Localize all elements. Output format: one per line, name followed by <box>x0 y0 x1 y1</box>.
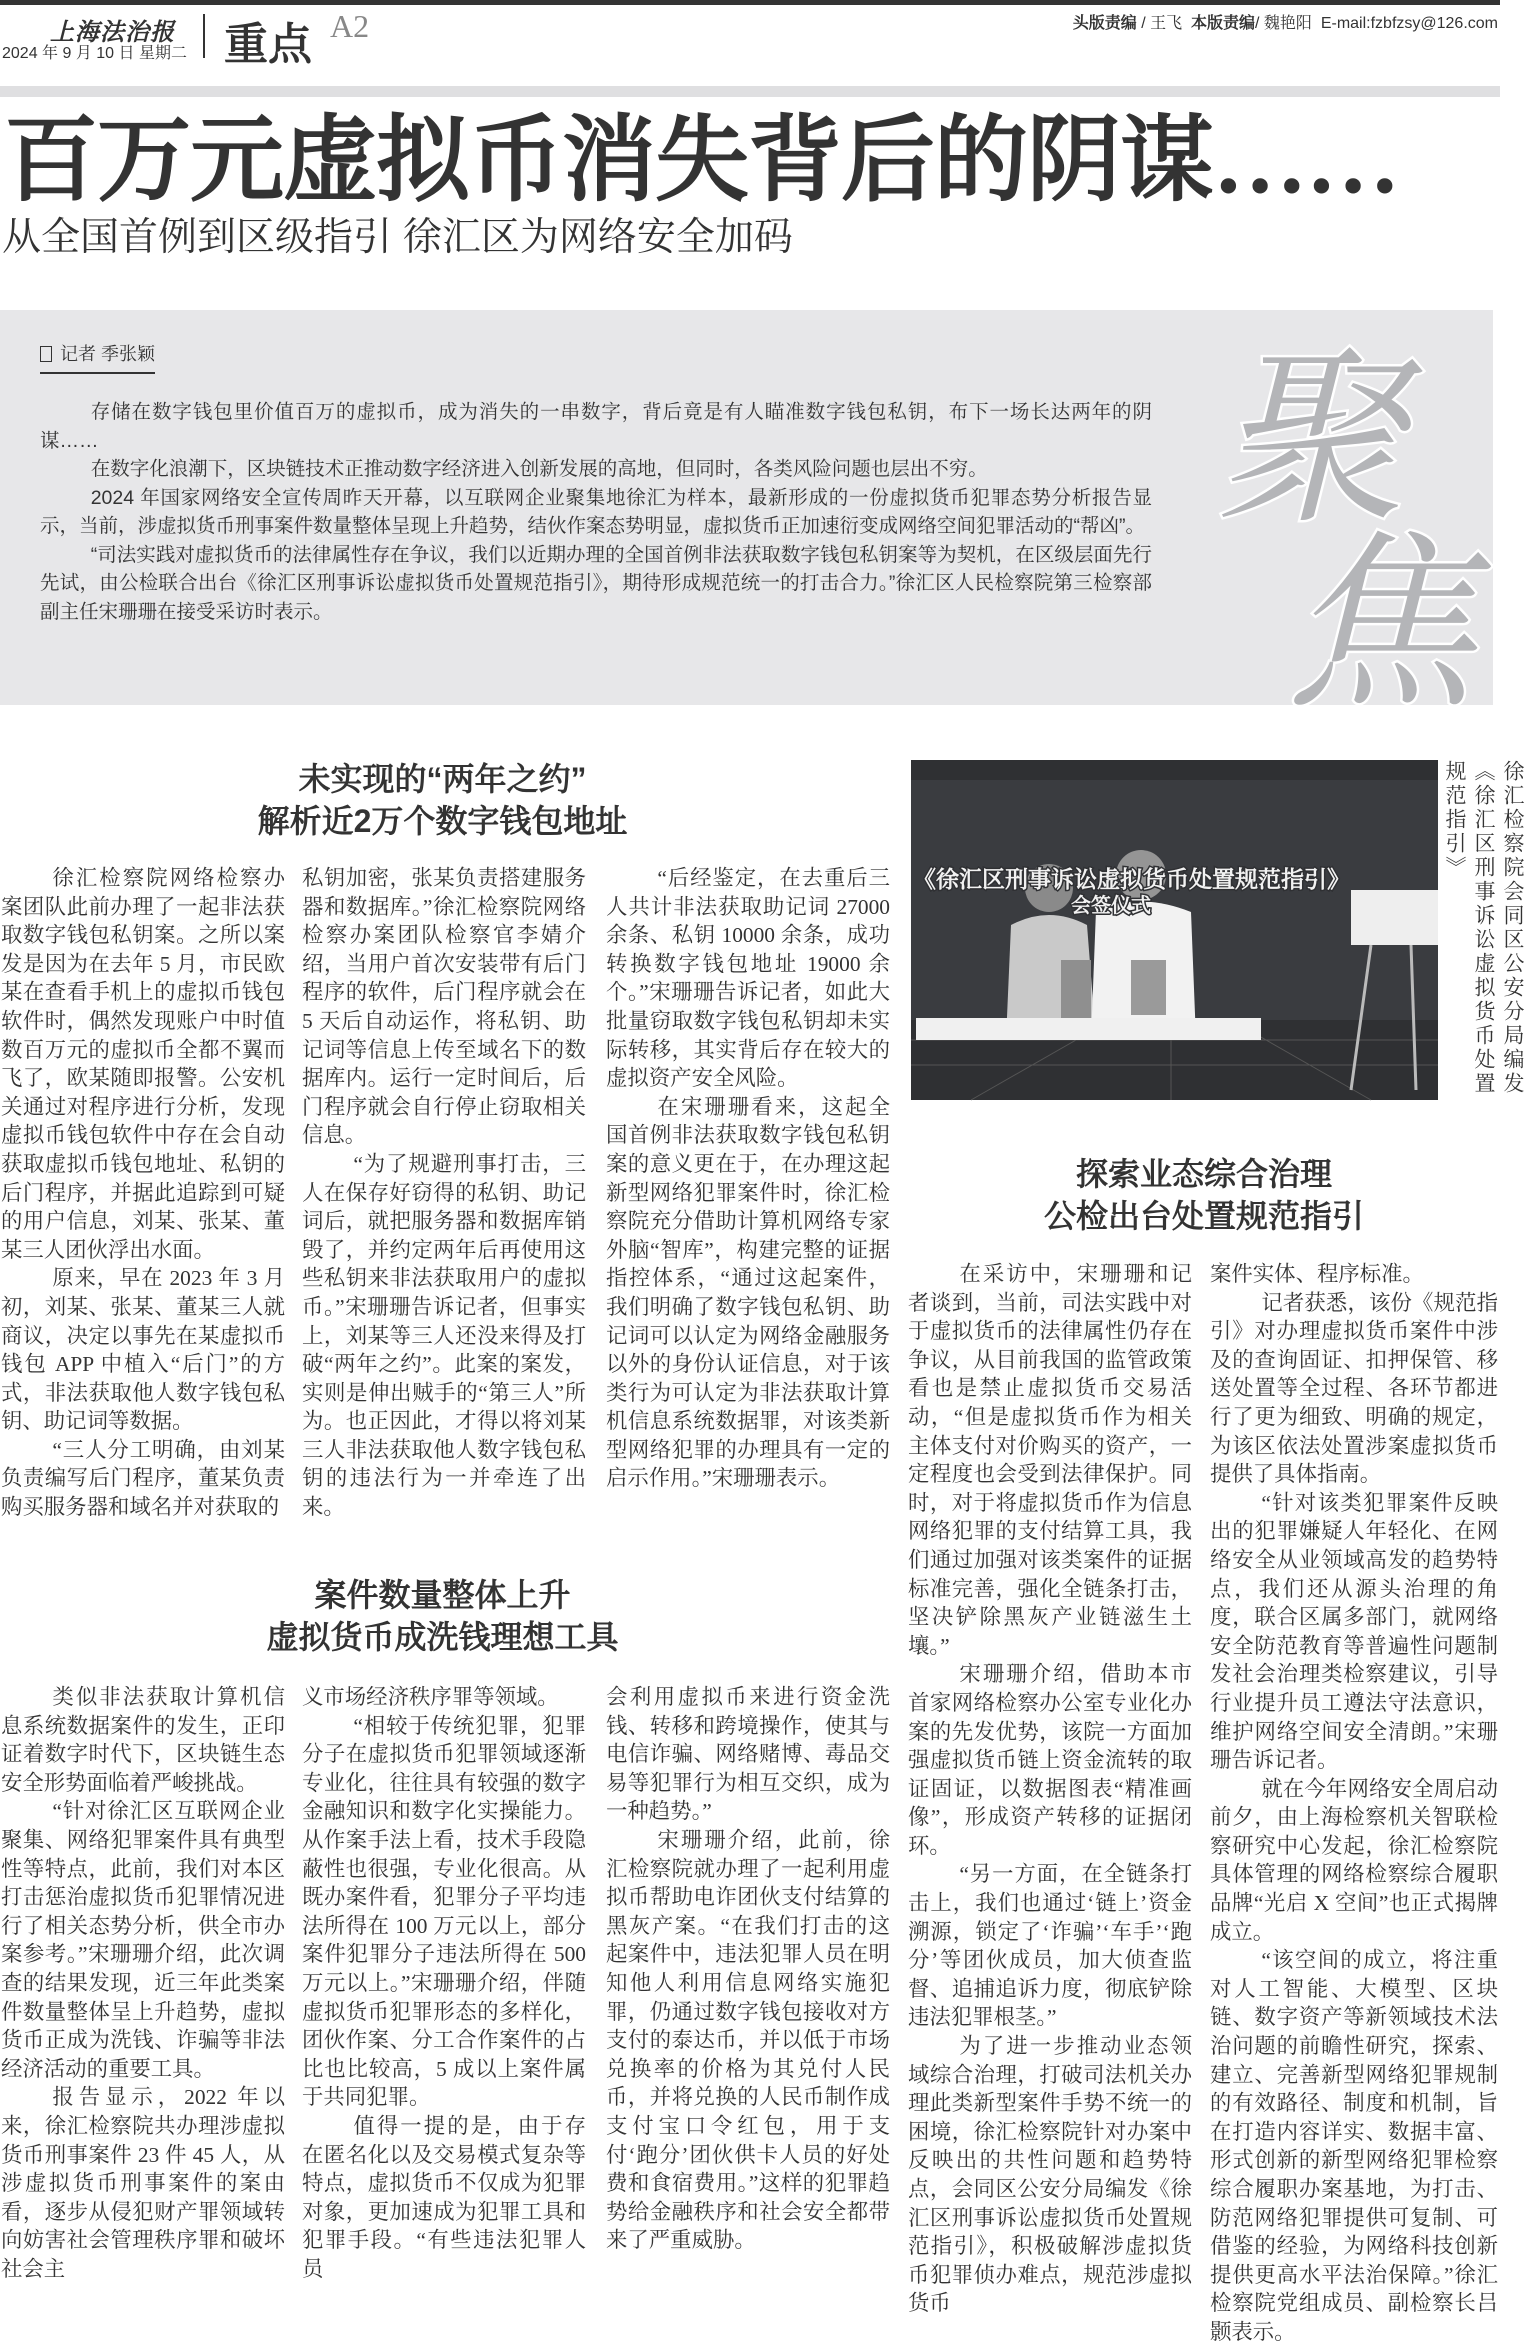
article-paragraph: 在采访中，宋珊珊和记者谈到，当前，司法实践中对于虚拟货币的法律属性仍存在争议，从目前我国的监管政策看也是禁止虚拟货币交易活动，“但是虚拟货币作为相关主体支付对价购买的资产，一定程度也会受到法律保护。同时，对于将虚拟货币作为信息网络犯罪的支付结算工具，我们通过加强对该类案件的证据标准完善，强化全链条打击，坚决铲除黑灰产业链滋生土壤。” <box>908 1262 1192 1658</box>
article-column <box>908 1260 1192 2318</box>
front-editor-label: 头版责编 <box>1072 15 1137 32</box>
article-paragraph: 私钥加密，张某负责搭建服务器和数据库。”徐汇检察院网络检察办案团队检察官李婧介绍，当用户首次安装带有后门程序的软件，后门程序就会在 5 天后自动运作，将私钥、助记词等信息上传至域名下的数据库内。运行一定时间后，后门程序就会自行停止窃取相关信息。 <box>302 866 586 1148</box>
heading-line: 虚拟货币成洗钱理想工具 <box>266 1619 619 1655</box>
editor-email: E-mail:fzbfzsy@126.com <box>1320 15 1498 32</box>
article-paragraph: 宋珊珊介绍，此前，徐汇检察院就办理了一起利用虚拟币帮助电诈团伙支付结算的黑灰产案。“在我们打击的这起案件中，违法犯罪人员在明知他人利用信息网络实施犯罪，仍通过数字钱包接收对方支付的泰达币，并以低于市场兑换率的价格为其兑付人民币，并将兑换的人民币制作成支付宝口令红包，用于支付‘跑分’团伙供卡人员的好处费和食宿费用。”这样的犯罪趋势给金融秩序和社会安全都带来了严重威胁。 <box>606 1827 890 2253</box>
intro-paragraph: 存储在数字钱包里价值百万的虚拟币，成为消失的一串数字，背后竟是有人瞄准数字钱包私钥，布下一场长达两年的阴谋…… <box>40 401 1152 452</box>
photo-banner-text: 《徐汇区刑事诉讼虚拟货币处置规范指引》 <box>913 866 1350 892</box>
byline <box>40 340 155 374</box>
article-column <box>1 1683 285 2283</box>
article-column <box>1210 1260 1498 2347</box>
newspaper-logo: 上海法治报 <box>50 20 175 46</box>
svg-text:聚: 聚 <box>1215 337 1406 547</box>
issue-date: 2024 年 9 月 10 日 星期二 <box>2 45 187 62</box>
intro-text <box>40 398 1152 626</box>
section-heading-1 <box>0 758 885 842</box>
heading-line: 案件数量整体上升 <box>314 1577 571 1613</box>
article-paragraph: “相较于传统犯罪，犯罪分子在虚拟货币犯罪领域逐渐专业化，往往具有较强的数字金融知识和数字化实操能力。从作案手法上看，技术手段隐蔽性也很强，专业化很高。从既办案件看，犯罪分子平均违法所得在 100 万元以上，部分案件犯罪分子违法所得在 500 万元以上。”宋珊珊介绍，伴随虚拟货币犯罪形态的多样化，团伙作案、分工合作案件的占比也比较高，5 成以上案件属于共同犯罪。 <box>302 1713 586 2110</box>
top-rule <box>0 0 1500 5</box>
article-paragraph: “为了规避刑事打击，三人在保存好窃得的私钥、助记词后，就把服务器和数据库销毁了，并约定两年后再使用这些私钥来非法获取用户的虚拟币。”宋珊珊告诉记者，但事实上，刘某等三人还没来得及打破“两年之约”。此案的案发，实则是伸出贼手的“第三人”所为。也正因此，才得以将刘某三人非法获取他人数字钱包私钥的违法行为一并牵连了出来。 <box>302 1151 586 1520</box>
article-paragraph: 就在今年网络安全周启动前夕，由上海检察机关智联检察研究中心发起，徐汇检察院具体管理的网络检察综合履职品牌“光启 X 空间”也正式揭牌成立。 <box>1210 1776 1498 1944</box>
article-column <box>302 864 586 1522</box>
article-paragraph: 值得一提的是，由于存在匿名化以及交易模式复杂等特点，虚拟货币不仅成为犯罪对象，更加速成为犯罪工具和犯罪手段。“有些违法犯罪人员 <box>302 2113 586 2281</box>
article-column <box>606 864 890 1493</box>
page-editor-label: 本版责编 <box>1191 15 1256 32</box>
photo-caption: 徐汇检察院会同区公安分局编发《徐汇区刑事诉讼虚拟货币处置规范指引》 <box>1443 760 1525 1096</box>
page-number: A2 <box>330 8 370 44</box>
article-paragraph: “另一方面，在全链条打击上，我们也通过‘链上’资金溯源，锁定了‘诈骗’‘车手’‘跑分’等团伙成员，加大侦查监督、追捕追诉力度，彻底铲除违法犯罪根茎。” <box>908 1862 1192 2030</box>
heading-line: 公检出台处置规范指引 <box>1043 1198 1364 1234</box>
article-paragraph: “针对该类犯罪案件反映出的犯罪嫌疑人年轻化、在网络安全从业领域高发的趋势特点，我们还从源头治理的角度，联合区属多部门，就网络安全防范教育等普遍性问题制发社会治理类检察建议，引导行业提升员工遵法守法意识，维护网络空间安全清朗。”宋珊珊告诉记者。 <box>1210 1490 1498 1773</box>
header-band <box>0 86 1500 97</box>
article-paragraph: “三人分工明确，由刘某负责编写后门程序，董某负责购买服务器和域名并对获取的 <box>1 1437 285 1520</box>
photo-illustration <box>911 760 1438 1100</box>
page-editor-name: 魏艳阳 <box>1263 15 1312 32</box>
article-paragraph: 义市场经济秩序罪等领域。 <box>302 1685 559 1709</box>
article-paragraph: 类似非法获取计算机信息系统数据案件的发生，正印证着数字时代下，区块链生态安全形势面临着严峻挑战。 <box>1 1685 285 1795</box>
front-editor-name: 王飞 <box>1150 15 1183 32</box>
signing-ceremony-photo <box>911 760 1438 1100</box>
article-paragraph: 徐汇检察院网络检察办案团队此前办理了一起非法获取数字钱包私钥案。之所以案发是因为在去年 5 月，市民欧某在查看手机上的虚拟币钱包软件时，偶然发现账户中时值数百万元的虚拟币全都不翼而飞了，欧某随即报警。公安机关通过对程序进行分析，发现虚拟币钱包软件中存在会自动获取虚拟币钱包地址、私钥的后门程序，并据此追踪到可疑的用户信息，刘某、张某、董某三人团伙浮出水面。 <box>1 866 285 1262</box>
article-paragraph: “后经鉴定，在去重后三人共计非法获取助记词 27000 余条、私钥 10000 余条，成功转换数字钱包地址 19000 余个。”宋珊珊告诉记者，如此大批量窃取数字钱包私钥却未实际转移，其实背后存在较大的虚拟资产安全风险。 <box>606 866 890 1091</box>
intro-paragraph: 2024 年国家网络安全宣传周昨天开幕，以互联网企业聚集地徐汇为样本，最新形成的一份虚拟货币犯罪态势分析报告显示，当前，涉虚拟货币刑事案件数量整体呈现上升趋势，结伙作案态势明显，虚拟货币正加速衍变成网络空间犯罪活动的“帮凶”。 <box>40 486 1152 537</box>
heading-line: 未实现的“两年之约” <box>298 761 587 797</box>
byline-text: 记者 季张颖 <box>60 344 156 364</box>
photo-banner-subtext: 会签仪式 <box>1071 895 1151 917</box>
headline-title: 百万元虚拟币消失背后的阴谋…… <box>4 109 1400 213</box>
article-column <box>302 1683 586 2283</box>
svg-text:焦: 焦 <box>1285 522 1476 732</box>
article-paragraph: 在宋珊珊看来，这起全国首例非法获取数字钱包私钥案的意义更在于，在办理这起新型网络犯罪案件时，徐汇检察院充分借助计算机网络专家外脑“智库”，构建完整的证据指控体系，“通过这起案件，我们明确了数字钱包私钥、助记词可以认定为网络金融服务以外的身份认证信息，对于该类行为可认定为非法获取计算机信息系统数据罪，对该类新型网络犯罪的办理具有一定的启示作用。”宋珊珊表示。 <box>606 1094 890 1491</box>
article-paragraph: 宋珊珊介绍，借助本市首家网络检察办公室专业化办案的先发优势，该院一方面加强虚拟货币链上资金流转的取证固证，以数据图表“精准画像”，形成资产转移的证据闭环。 <box>908 1662 1192 1858</box>
headline-subtitle: 从全国首例到区级指引 徐汇区为网络安全加码 <box>2 216 793 259</box>
editor-credits: 头版责编 / 王飞 本版责编/ 魏艳阳 E-mail:fzbfzsy@126.com <box>1072 15 1498 32</box>
article-paragraph: 原来，早在 2023 年 3 月初，刘某、张某、董某三人就商议，决定以事先在某虚拟币钱包 APP 中植入“后门”的方式，非法获取他人数字钱包私钥、助记词等数据。 <box>1 1266 285 1434</box>
article-paragraph: 会利用虚拟币来进行资金洗钱、转移和跨境操作，使其与电信诈骗、网络赌博、毒品交易等犯罪行为相互交织，成为一种趋势。” <box>606 1685 890 1824</box>
square-icon <box>40 346 52 362</box>
article-column <box>606 1683 890 2255</box>
article-paragraph: 报告显示，2022 年以来，徐汇检察院共办理涉虚拟货币刑事案件 23 件 45 人，从涉虚拟货币刑事案件的案由看，逐步从侵犯财产罪领域转向妨害社会管理秩序罪和破坏社会主 <box>1 2085 285 2281</box>
article-paragraph: 为了进一步推动业态领域综合治理，打破司法机关办理此类新型案件手势不统一的困境，徐汇检察院针对办案中反映出的共性问题和趋势特点，会同区公安分局编发《徐汇区刑事诉讼虚拟货币处置规范指引》，积极破解涉虚拟货币犯罪侦办难点，规范涉虚拟货币 <box>908 2034 1192 2316</box>
intro-paragraph: 在数字化浪潮下，区块链技术正推动数字经济进入创新发展的高地，但同时，各类风险问题也层出不穷。 <box>90 458 988 480</box>
section-name: 重点 <box>224 20 312 69</box>
calligraphy-focus-mark <box>1195 315 1485 732</box>
article-paragraph: 案件实体、程序标准。 <box>1210 1262 1424 1286</box>
section-heading-2 <box>0 1574 885 1658</box>
heading-line: 探索业态综合治理 <box>1075 1156 1332 1192</box>
article-paragraph: 记者获悉，该份《规范指引》对办理虚拟货币案件中涉及的查询固证、扣押保管、移送处置等全过程、各环节都进行了更为细致、明确的规定，为该区依法处置涉案虚拟货币提供了具体指南。 <box>1210 1290 1498 1487</box>
section-heading-3 <box>908 1153 1500 1237</box>
article-paragraph: “该空间的成立，将注重对人工智能、大模型、区块链、数字资产等新领域技术法治问题的前瞻性研究，探索、建立、完善新型网络犯罪规制的有效路径、制度和机制，旨在打造内容详实、数据丰富、形式创新的新型网络犯罪检察综合履职办案基地，为打击、防范网络犯罪提供可复制、可借鉴的经验，为网络科技创新提供更高水平法治保障。”徐汇检察院党组成员、副检察长吕颢表示。 <box>1210 1948 1498 2344</box>
header-divider <box>203 14 205 58</box>
heading-line: 解析近2万个数字钱包地址 <box>257 803 628 839</box>
article-paragraph: “针对徐汇区互联网企业聚集、网络犯罪案件具有典型性等特点，此前，我们对本区打击惩治虚拟货币犯罪情况进行了相关态势分析，供全市办案参考。”宋珊珊介绍，此次调查的结果发现，近三年此类案件数量整体呈上升趋势，虚拟货币正成为洗钱、诈骗等非法经济活动的重要工具。 <box>1 1799 285 2081</box>
intro-paragraph: “司法实践对虚拟货币的法律属性存在争议，我们以近期办理的全国首例非法获取数字钱包私钥案等为契机，在区级层面先行先试，由公检联合出台《徐汇区刑事诉讼虚拟货币处置规范指引》，期待形成规范统一的打击合力。”徐汇区人民检察院第三检察部副主任宋珊珊在接受采访时表示。 <box>40 543 1152 623</box>
article-column <box>1 864 285 1522</box>
